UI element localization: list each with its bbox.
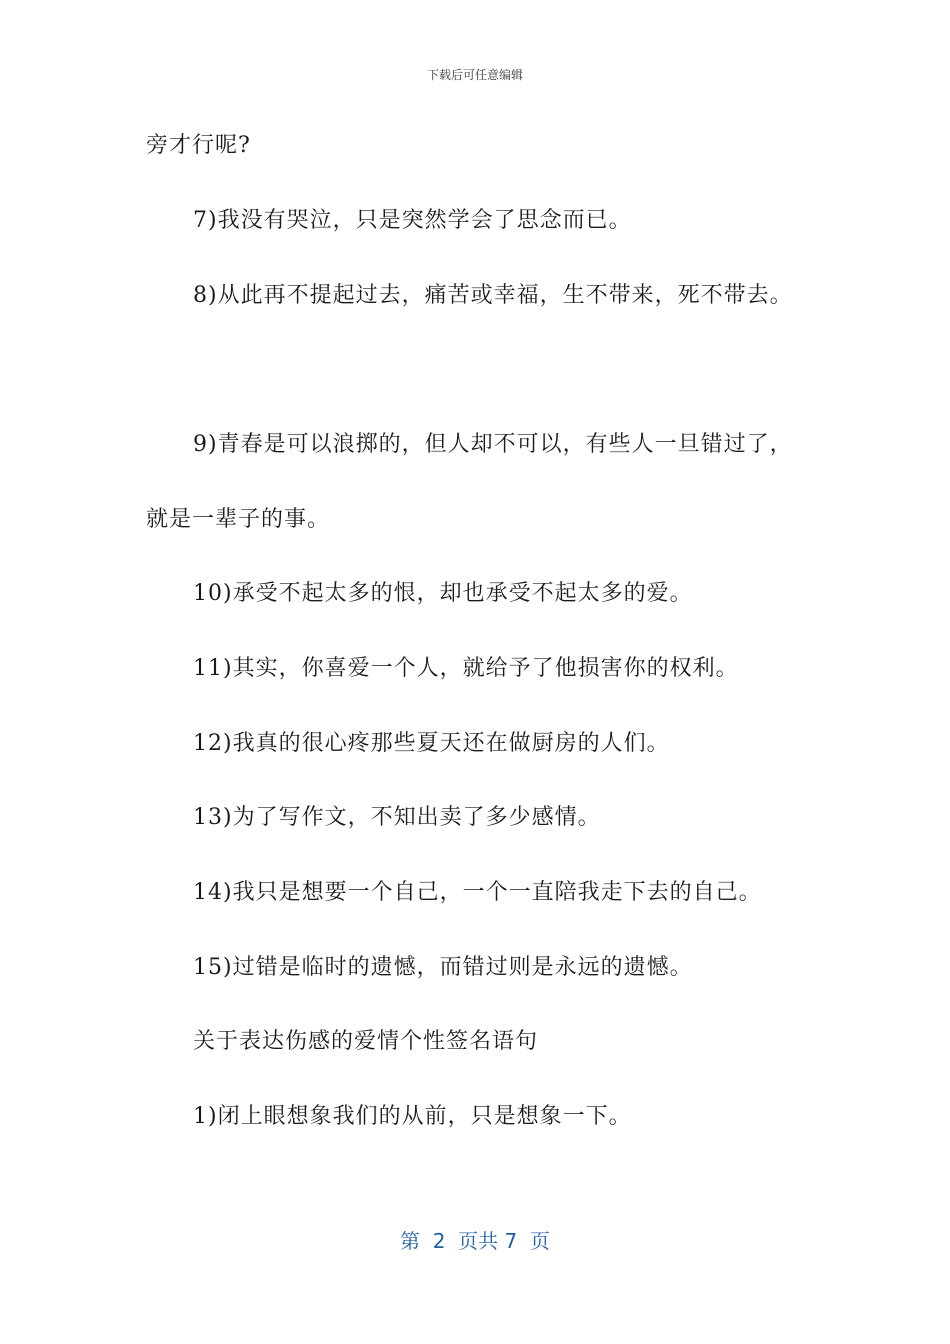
page-header: 下载后可任意编辑: [426, 68, 523, 82]
text-line: 旁才行呢?: [146, 133, 251, 158]
text-line: 14)我只是想要一个自己，一个一直陪我走下去的自己。: [193, 880, 762, 905]
page-number-footer: 第 2 页共 7 页: [400, 1229, 550, 1253]
text-line: 7)我没有哭泣，只是突然学会了思念而已。: [193, 208, 632, 233]
text-line: 1)闭上眼想象我们的从前，只是想象一下。: [193, 1104, 632, 1129]
text-line: 11)其实，你喜爱一个人，就给予了他损害你的权利。: [193, 656, 739, 681]
text-line: 15)过错是临时的遗憾，而错过则是永远的遗憾。: [193, 955, 693, 980]
text-line: 9)青春是可以浪掷的，但人却不可以，有些人一旦错过了，: [193, 432, 793, 457]
section-heading: 关于表达伤感的爱情个性签名语句: [193, 1029, 539, 1054]
text-line: 13)为了写作文，不知出卖了多少感情。: [193, 805, 601, 830]
text-line: 8)从此再不提起过去，痛苦或幸福，生不带来，死不带去。: [193, 283, 793, 308]
text-line: 就是一辈子的事。: [146, 507, 331, 532]
text-line: 12)我真的很心疼那些夏天还在做厨房的人们。: [193, 731, 670, 756]
text-line: 10)承受不起太多的恨，却也承受不起太多的爱。: [193, 581, 693, 606]
